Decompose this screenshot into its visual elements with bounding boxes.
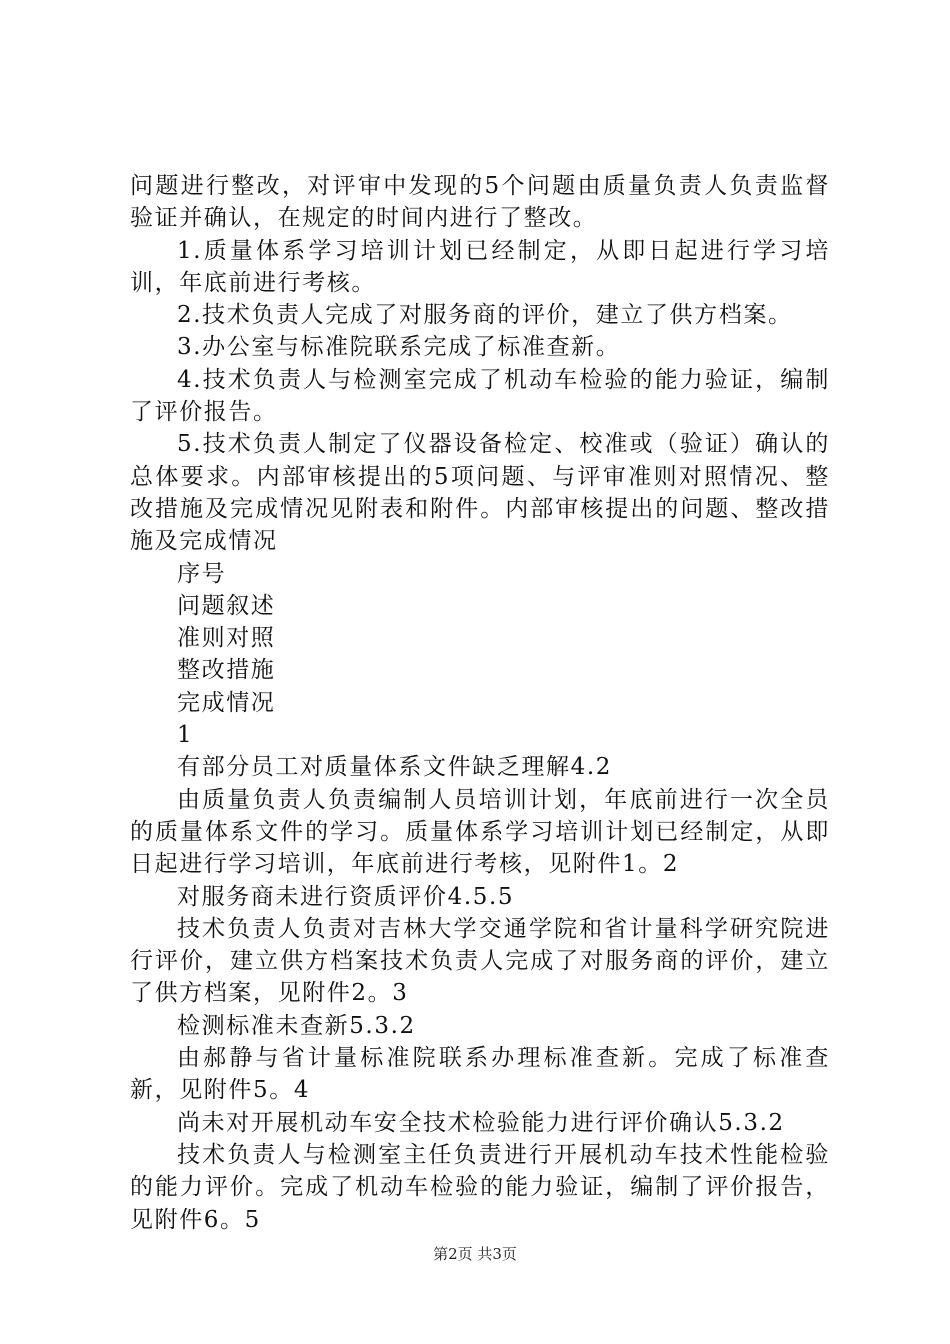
table-row-problem: 有部分员工对质量体系文件缺乏理解4.2 (177, 754, 612, 781)
table-header-serial: 序号 (177, 560, 227, 587)
table-row-measures: 技术负责人与检测室主任负责进行开展机动车技术性能检验的能力评价。完成了机动车检验的能力验证，编制了评价报告，见附件6。5 (130, 1141, 830, 1233)
table-header-criteria: 准则对照 (177, 625, 276, 652)
table-row-problem: 对服务商未进行资质评价4.5.5 (177, 883, 515, 910)
paragraph-2: 2.技术负责人完成了对服务商的评价，建立了供方档案。 (177, 302, 793, 329)
page-footer (0, 1244, 950, 1264)
paragraph-0: 问题进行整改，对评审中发现的5个问题由质量负责人负责监督验证并确认，在规定的时间内进行了整改。 (130, 173, 830, 232)
table-row-problem: 检测标准未查新5.3.2 (177, 1012, 416, 1039)
table-row-measures: 由质量负责人负责编制人员培训计划，年底前进行一次全员的质量体系文件的学习。质量体系学习培训计划已经制定，从即日起进行学习培训，年底前进行考核，见附件1。2 (130, 786, 830, 878)
table-row-problem: 尚未对开展机动车安全技术检验能力进行评价确认5.3.2 (177, 1109, 785, 1136)
page-number: 第2页 共3页 (433, 1245, 517, 1263)
paragraph-5: 5.技术负责人制定了仪器设备检定、校准或（验证）确认的总体要求。内部审核提出的5项问题、与评审准则对照情况、整改措施及完成情况见附表和附件。内部审核提出的问题、整改措施及完成情况 (130, 431, 830, 555)
table-row-measures: 由郝静与省计量标准院联系办理标准查新。完成了标准查新，见附件5。4 (130, 1045, 830, 1104)
paragraph-4: 4.技术负责人与检测室完成了机动车检验的能力验证，编制了评价报告。 (130, 366, 830, 426)
table-header-problem: 问题叙述 (177, 592, 276, 619)
table-row-measures: 技术负责人负责对吉林大学交通学院和省计量科学研究院进行评价，建立供方档案技术负责人完成了对服务商的评价，建立了供方档案，见附件2。3 (130, 915, 830, 1007)
paragraph-3: 3.办公室与标准院联系完成了标准查新。 (177, 334, 621, 361)
table-row-serial: 1 (177, 722, 194, 749)
table-header-status: 完成情况 (177, 689, 276, 716)
document-body (130, 170, 830, 1236)
table-header-measures: 整改措施 (177, 657, 276, 684)
paragraph-1: 1.质量体系学习培训计划已经制定，从即日起进行学习培训，年底前进行考核。 (130, 237, 830, 296)
